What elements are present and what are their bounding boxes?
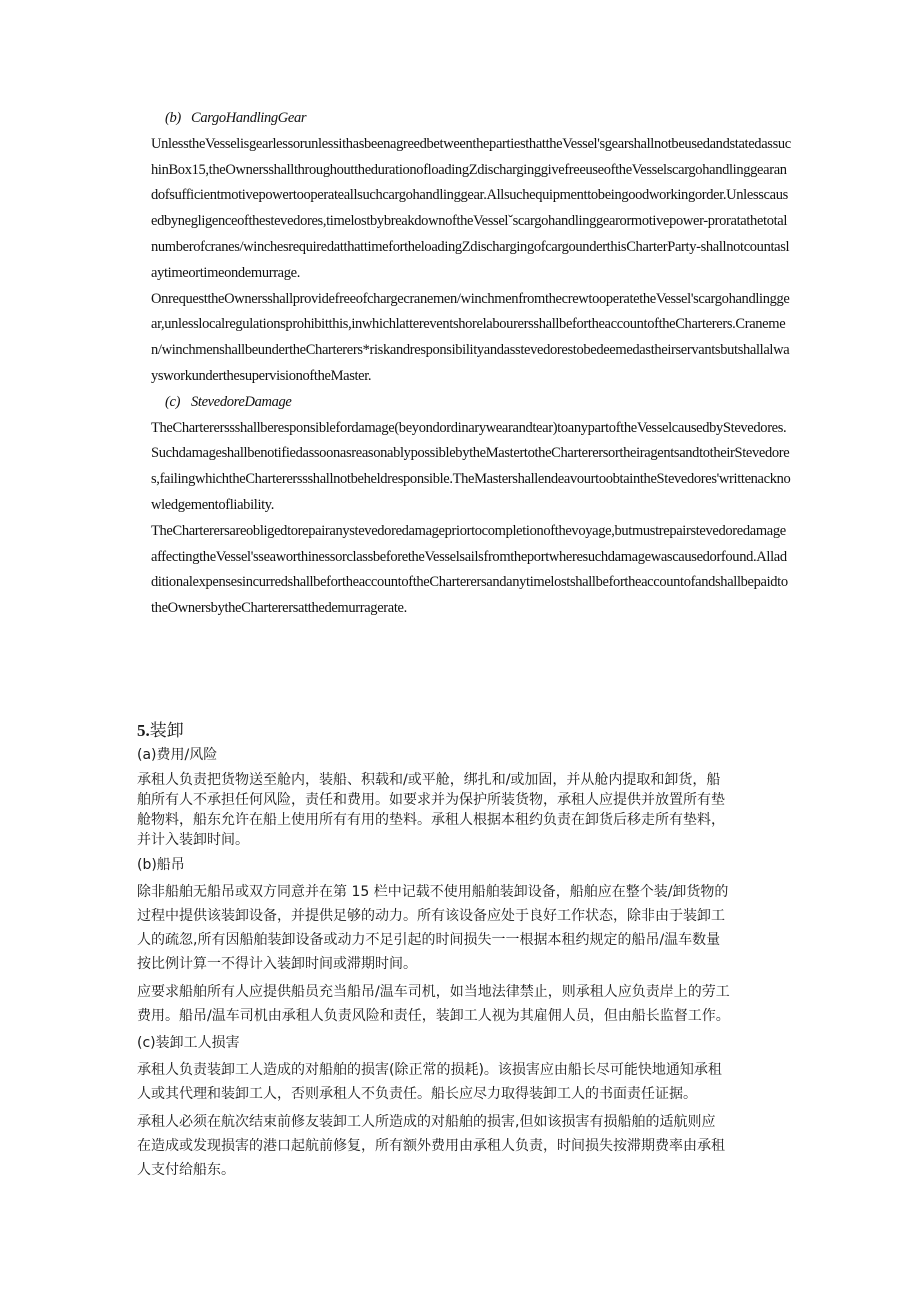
text-line: 按比例计算一不得计入装卸时间或滞期时间。 <box>137 956 417 972</box>
section-heading <box>137 720 797 742</box>
subsection-title: StevedoreDamage <box>191 393 292 410</box>
subsection-heading-cargo-gear <box>151 106 791 132</box>
text-line: 人的疏忽,所有因船舶装卸设备或动力不足引起的时间损失一一根据本租约规定的船吊/温车数量 <box>137 932 721 948</box>
cargo-gear-paragraph-2: OnrequesttheOwnersshallprovidefreeofchargecranemen/winchmenfromthecrewtooperatetheVessel'scargohandlinggear,unlesslocalregulationsprohibitthis,inwhichlattereventshorelabourersshallbefortheaccountoftheCharterers.Cranemen/winchmenshallbeundertheCharterers*riskandresponsibilityandasstevedorestobedeemedastheirservantsbutshallalwaysworkunderthesupervisionoftheMaster. <box>151 290 790 384</box>
section-title: 装卸 <box>149 721 184 741</box>
costs-paragraph <box>137 770 797 850</box>
text-line: 过程中提供该装卸设备，并提供足够的动力。所有该设备应处于良好工作状态，除非由于装卸工 <box>137 908 725 924</box>
gear-label: (b)船吊 <box>137 857 185 873</box>
stevedore-damage-paragraph-1: TheChartererssshallberesponsiblefordamage(beyondordinarywearandtear)toanypartoftheVesselcausedbyStevedores.SuchdamageshallbenotifiedassoonasreasonablypossiblebytheMastertotheCharterersortheiragentsandtotheirStevedores,failingwhichtheChartererssshallnotbeheldresponsible.TheMastershallendeavourtoobtaintheStevedores'writtenacknowledgementofliability. <box>151 419 791 513</box>
text-line: 人或其代理和装卸工人，否则承租人不负责任。船长应尽力取得装卸工人的书面责任证据。 <box>137 1086 697 1102</box>
text-line: 应要求船舶所有人应提供船员充当船吊/温车司机，如当地法律禁止，则承租人应负责岸上的劳工 <box>137 984 730 1000</box>
subsection-label: (b) <box>165 110 181 126</box>
english-clauses <box>151 106 791 622</box>
cargo-gear-paragraph-1: UnlesstheVesselisgearlessorunlessithasbeenagreedbetweenthepartiesthattheVessel'sgearshallnotbeusedandstatedassuchinBox15,theOwnersshallthroughoutthedurationofloadingZdischarginggivefreeuseoftheVesselscargohandlinggearandofsufficientmotivepowertooperateallsuchcargohandlinggear.Allsuchequipmenttobeingoodworkingorder.Unlesscausedbynegligenceofthestevedores,timelostbybreakdownoftheVesselˇscargohandlinggearormotivepower-proratathetotalnumberofcranes/winchesrequiredatthattimefortheloadingZdischargingofcargounderthisCharterParty-shallnotcountaslaytimeortimeondemurrage. <box>151 135 791 281</box>
chinese-clauses <box>137 720 797 1186</box>
stevedore-damage-paragraph-2: TheCharterersareobligedtorepairanystevedoredamagepriortocompletionofthevoyage,butmustrepairstevedoredamageaffectingtheVessel'sseaworthinessorclassbeforetheVesselsailsfromtheportwheresuchdamagewascausedorfound.AlladditionalexpensesincurredshallbefortheaccountoftheCharterersandanytimelostshallbefortheaccountofandshallbepaidtotheOwnersbytheCharterersatthedemurragerate. <box>151 522 788 617</box>
damage-paragraph-2 <box>137 1110 797 1182</box>
damage-paragraph-1 <box>137 1058 797 1106</box>
section-number: 5. <box>137 721 150 740</box>
damage-label: (c)装卸工人损害 <box>137 1035 240 1051</box>
subsection-title: CargoHandlingGear <box>191 110 307 126</box>
text-line: 舱物料，船东允许在船上使用所有有用的垫料。承租人根据本租约负责在卸货后移走所有垫料， <box>137 812 725 828</box>
costs-label: (a)费用/风险 <box>137 747 218 763</box>
subsection-heading-stevedore-damage <box>151 390 791 416</box>
text-line: 承租人负责装卸工人造成的对船舶的损害(除正常的损耗)。该损害应由船长尽可能快地通知承租 <box>137 1062 722 1078</box>
text-line: 除非船舶无船吊或双方同意并在第 15 栏中记载不使用船舶装卸设备，船舶应在整个装/卸货物的 <box>137 884 729 900</box>
text-line: 承租人必须在航次结束前修友装卸工人所造成的对船舶的损害,但如该损害有损船舶的适航则应 <box>137 1114 716 1130</box>
text-line: 人支付给船东。 <box>137 1162 235 1178</box>
text-line: 费用。船吊/温车司机由承租人负责风险和责任，装卸工人视为其雇佣人员，但由船长监督工作。 <box>137 1008 730 1024</box>
subsection-label: (c) <box>165 393 181 410</box>
gear-paragraph-2 <box>137 980 797 1028</box>
text-line: 承租人负责把货物送至舱内，装船、积载和/或平舱，绑扎和/或加固，并从舱内提取和卸货，船 <box>137 772 721 788</box>
text-line: 在造成或发现损害的港口起航前修复，所有额外费用由承租人负责，时间损失按滞期费率由承租 <box>137 1138 725 1154</box>
text-line: 舶所有人不承担任何风险，责任和费用。如要求并为保护所装货物，承租人应提供并放置所有垫 <box>137 792 725 808</box>
gear-paragraph-1 <box>137 880 797 976</box>
text-line: 并计入装卸时间。 <box>137 832 249 848</box>
